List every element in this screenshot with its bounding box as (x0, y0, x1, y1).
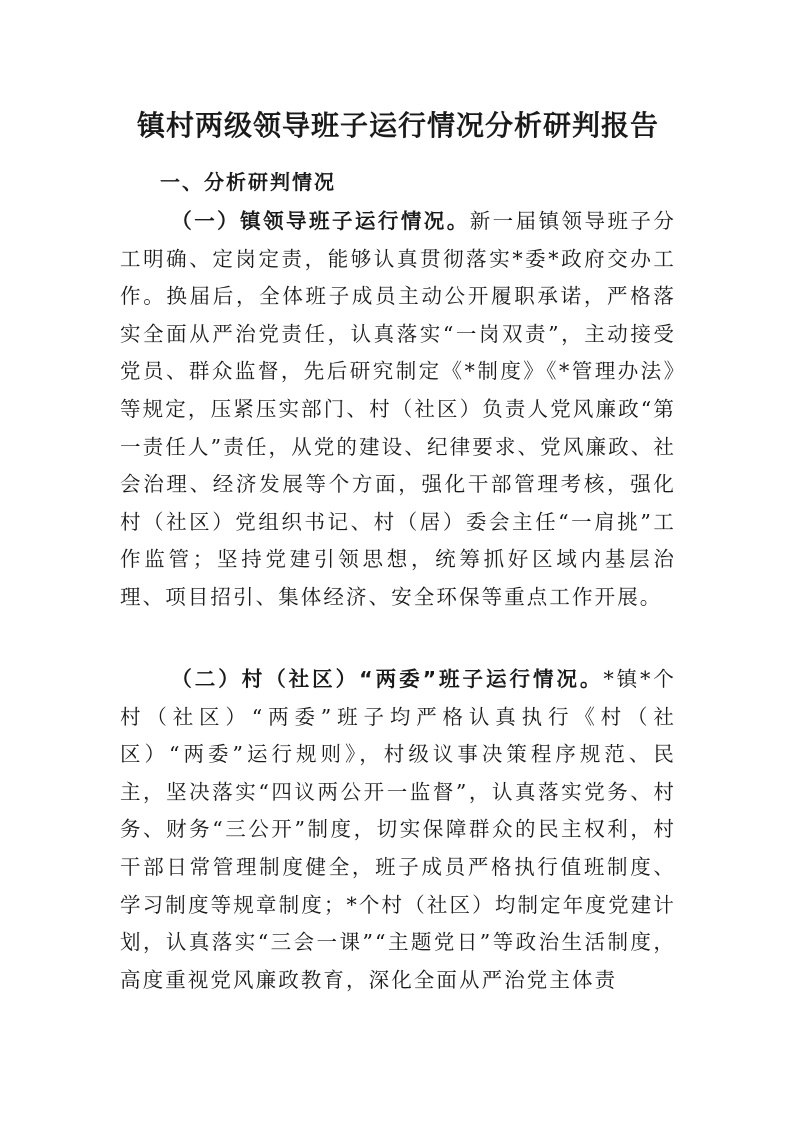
paragraph-town-leadership (120, 203, 676, 617)
paragraph-body: 新一届镇领导班子分工明确、定岗定责，能够认真贯彻落实*委*政府交办工作。换届后，全体班子成员主动公开履职承诺，严格落实全面从严治党责任，认真落实“一岗双责”，主动接受党员、群众监督，先后研究制定《*制度》《*管理办法》等规定，压紧压实部门、村（社区）负责人党风廉政“第一责任人”责任，从党的建设、纪律要求、党风廉政、社会治理、经济发展等个方面，强化干部管理考核，强化村（社区）党组织书记、村（居）委会主任“一肩挑”工作监管；坚持党建引领思想，统筹抓好区域内基层治理、项目招引、集体经济、安全环保等重点工作开展。 (120, 209, 676, 609)
paragraph-lead: （一）镇领导班子运行情况。 (171, 209, 470, 233)
paragraph-body: *镇*个村（社区）“两委”班子均严格认真执行《村（社区）“两委”运行规则》，村级议事决策程序规范、民主，坚决落实“四议两公开一监督”，认真落实党务、村务、财务“三公开”制度，切实保障群众的民主权利，村干部日常管理制度健全，班子成员严格执行值班制度、学习制度等规章制度；*个村（社区）均制定年度党建计划，认真落实“三会一课”“主题党日”等政治生活制度，高度重视党风廉政教育，深化全面从严治党主体责 (120, 667, 676, 992)
paragraph-lead: （二）村（社区）“两委”班子运行情况。 (171, 667, 604, 691)
paragraph-village-committees (120, 661, 676, 999)
document-title: 镇村两级领导班子运行情况分析研判报告 (136, 109, 659, 142)
section-heading: 一、分析研判情况 (160, 170, 336, 194)
